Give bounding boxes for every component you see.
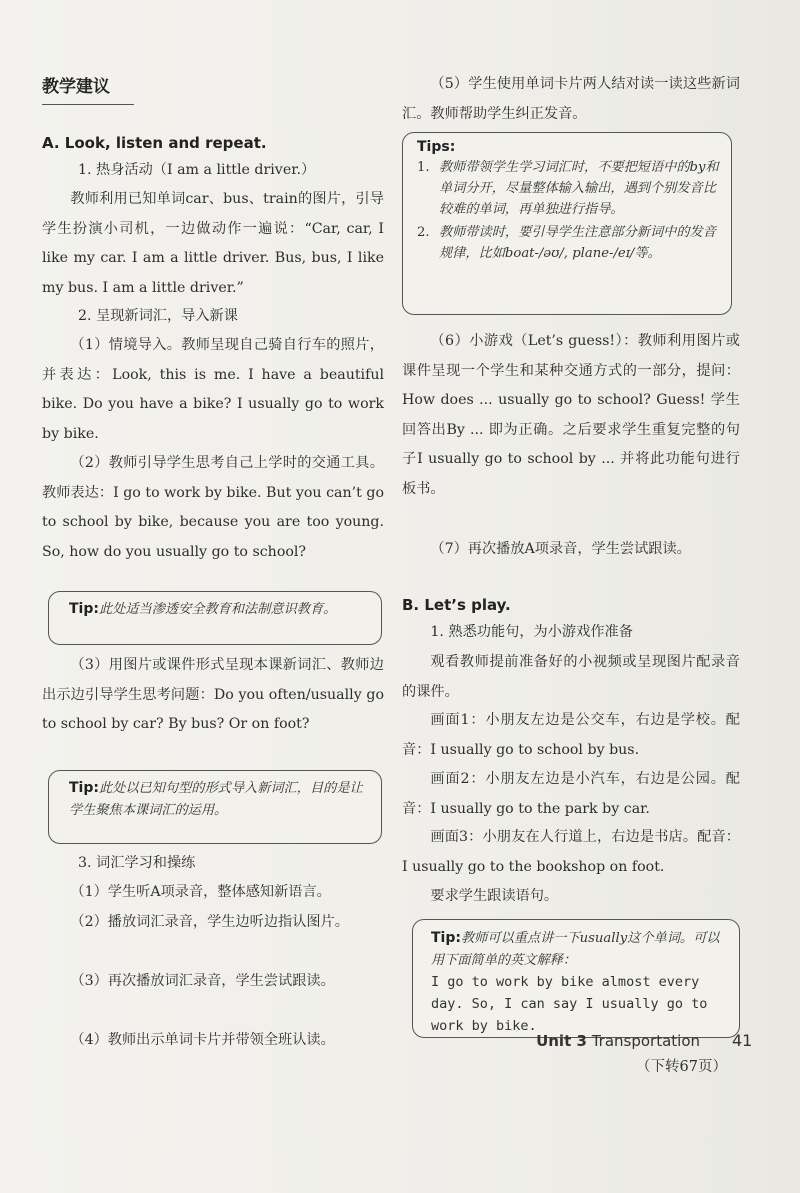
tip-item: 1. 教师带领学生学习词汇时，不要把短语中的by和单词分开，尽量整体输入输出，遇到个别发音比较难的单词，再单独进行指导。 [417,160,719,217]
tip-english-text: I go to work by bike almost every day. So, I can say I usually go to work by bike. [431,974,708,1034]
section-heading: 教学建议 [42,72,134,105]
tips-label: Tips: [417,139,456,155]
tip-box [48,770,382,844]
paragraph: 2. 呈现新词汇，导入新课 [78,308,238,324]
tip-label: Tip: [69,780,99,796]
paragraph: （1）学生听A项录音，整体感知新语言。 [70,884,331,900]
paragraph: 要求学生跟读语句。 [430,888,559,904]
paragraph: 教师利用已知单词car、bus、train的图片，引导学生扮演小司机，一边做动作一遍说：“Car, car, I like my car. I am a little driver. Bus, bus, I like my bus. I am a little driver.” [42,191,384,296]
tip-box [48,591,382,645]
paragraph: 1. 热身活动（I am a little driver.） [78,162,316,178]
paragraph: 画面1：小朋友左边是公交车，右边是学校。配音：I usually go to school by bus. [402,712,740,758]
paragraph: （3）用图片或课件形式呈现本课新词汇、教师边出示边引导学生思考问题：Do you often/usually go to school by car? By bus? Or on foot? [42,657,384,732]
paragraph: 画面3：小朋友在人行道上，右边是书店。配音：I usually go to the bookshop on foot. [402,829,740,875]
paragraph: （7）再次播放A项录音，学生尝试跟读。 [430,541,691,557]
paragraph: （3）再次播放词汇录音，学生尝试跟读。 [70,973,335,989]
footer-unit: Unit 3 Transportation [536,1032,700,1050]
page-number: 41 [732,1031,753,1050]
paragraph: （5）学生使用单词卡片两人结对读一读这些新词汇。教师帮助学生纠正发音。 [402,76,740,122]
paragraph: 3. 词汇学习和操练 [78,855,196,871]
tip-text: 教师可以重点讲一下usually这个单词。可以用下面简单的英文解释： [431,931,720,968]
tip-text: 此处适当渗透安全教育和法制意识教育。 [98,602,337,617]
tip-label: Tip: [431,930,461,946]
paragraph: （4）教师出示单词卡片并带领全班认读。 [70,1032,335,1048]
tip-label: Tip: [69,601,99,617]
paragraph: 观看教师提前准备好的小视频或呈现图片配录音的课件。 [402,654,740,700]
tip-text: 此处以已知句型的形式导入新词汇，目的是让学生聚焦本课词汇的运用。 [69,781,363,818]
paragraph: 1. 熟悉功能句，为小游戏作准备 [430,624,633,640]
paragraph: 画面2：小朋友左边是小汽车，右边是公园。配音：I usually go to the park by car. [402,771,740,817]
paragraph: （1）情境导入。教师呈现自己骑自行车的照片，并表达：Look, this is me. I have a beautiful bike. Do you have a bike? I usually go to work by bike. [42,337,384,442]
section-a-title: A. Look, listen and repeat. [42,134,267,152]
tip-item: 2. 教师带读时，要引导学生注意部分新词中的发音规律，比如boat-/əʊ/, plane-/eɪ/等。 [417,225,716,261]
paragraph: （6）小游戏（Let’s guess!）：教师利用图片或课件呈现一个学生和某种交通方式的一部分，提问：How does ... usually go to school? Guess! 学生回答出By ... 即为正确。之后要求学生重复完整的句子I usually go to school by ... 并将此功能句进行板书。 [402,333,740,497]
paragraph: （2）播放词汇录音，学生边听边指认图片。 [70,914,349,930]
continue-note: （下转67页） [636,1059,727,1075]
section-b-title: B. Let’s play. [402,596,511,614]
paragraph: （2）教师引导学生思考自己上学时的交通工具。教师表达：I go to work by bike. But you can’t go to school by bike, because you are too young. So, how do you usually go to school? [42,455,384,560]
tip-box [412,919,740,1038]
tips-box [402,132,732,315]
